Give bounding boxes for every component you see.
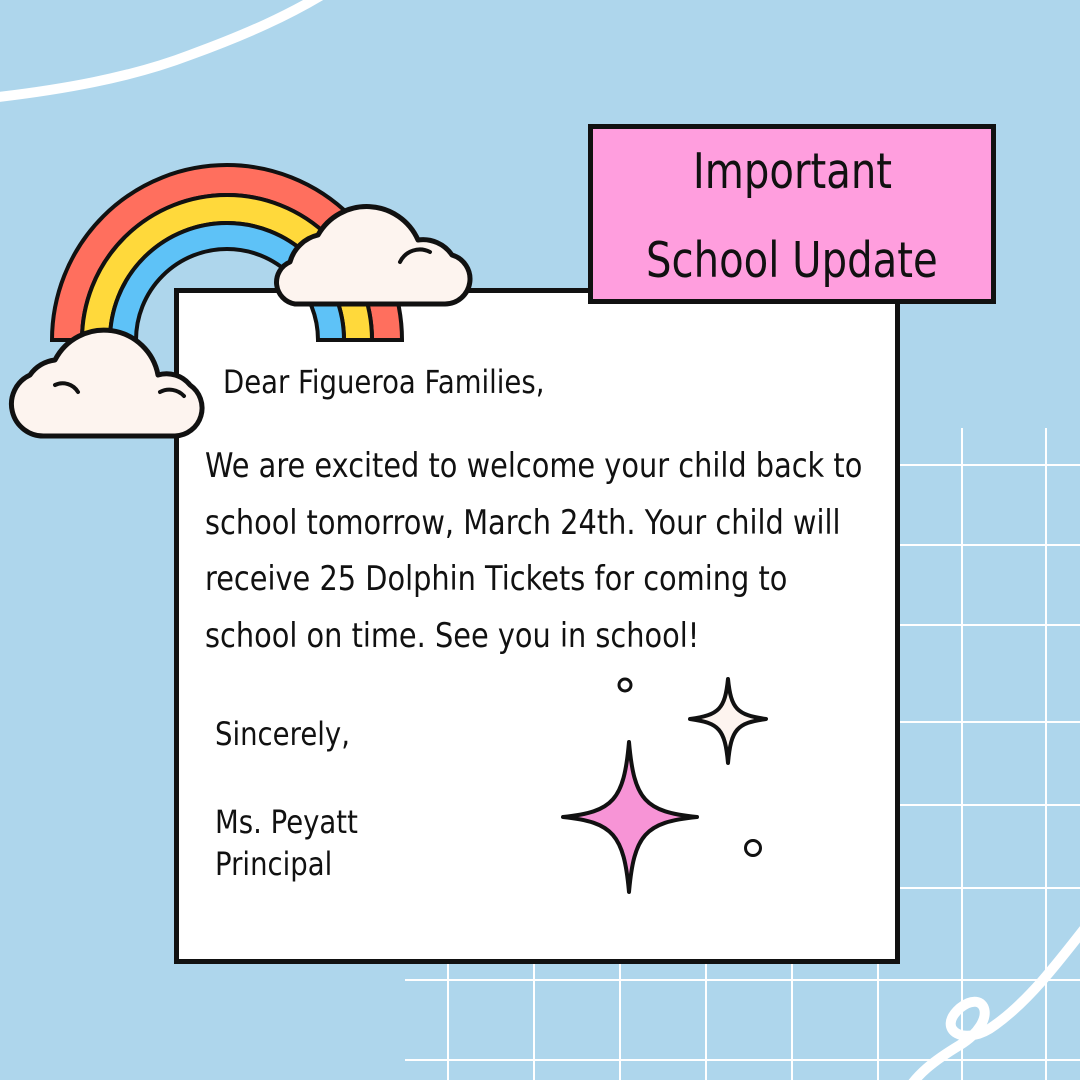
title-box	[588, 124, 996, 304]
closing: Sincerely,	[215, 715, 350, 753]
signer-title: Principal	[215, 845, 333, 883]
title-line-1	[593, 143, 991, 200]
greeting: Dear Figueroa Families,	[223, 363, 545, 401]
title-line-1-text: Important	[692, 143, 892, 200]
title-line-2	[593, 232, 991, 289]
signature-block	[215, 801, 358, 885]
letter-body: We are excited to welcome your child back to school tomorrow, March 24th. Your child will receive 25 Dolphin Tickets for coming to school on time. See you in school!	[205, 446, 863, 655]
letter-card	[174, 288, 900, 964]
title-line-2-text: School Update	[646, 232, 938, 289]
signer-name: Ms. Peyatt	[215, 803, 358, 841]
